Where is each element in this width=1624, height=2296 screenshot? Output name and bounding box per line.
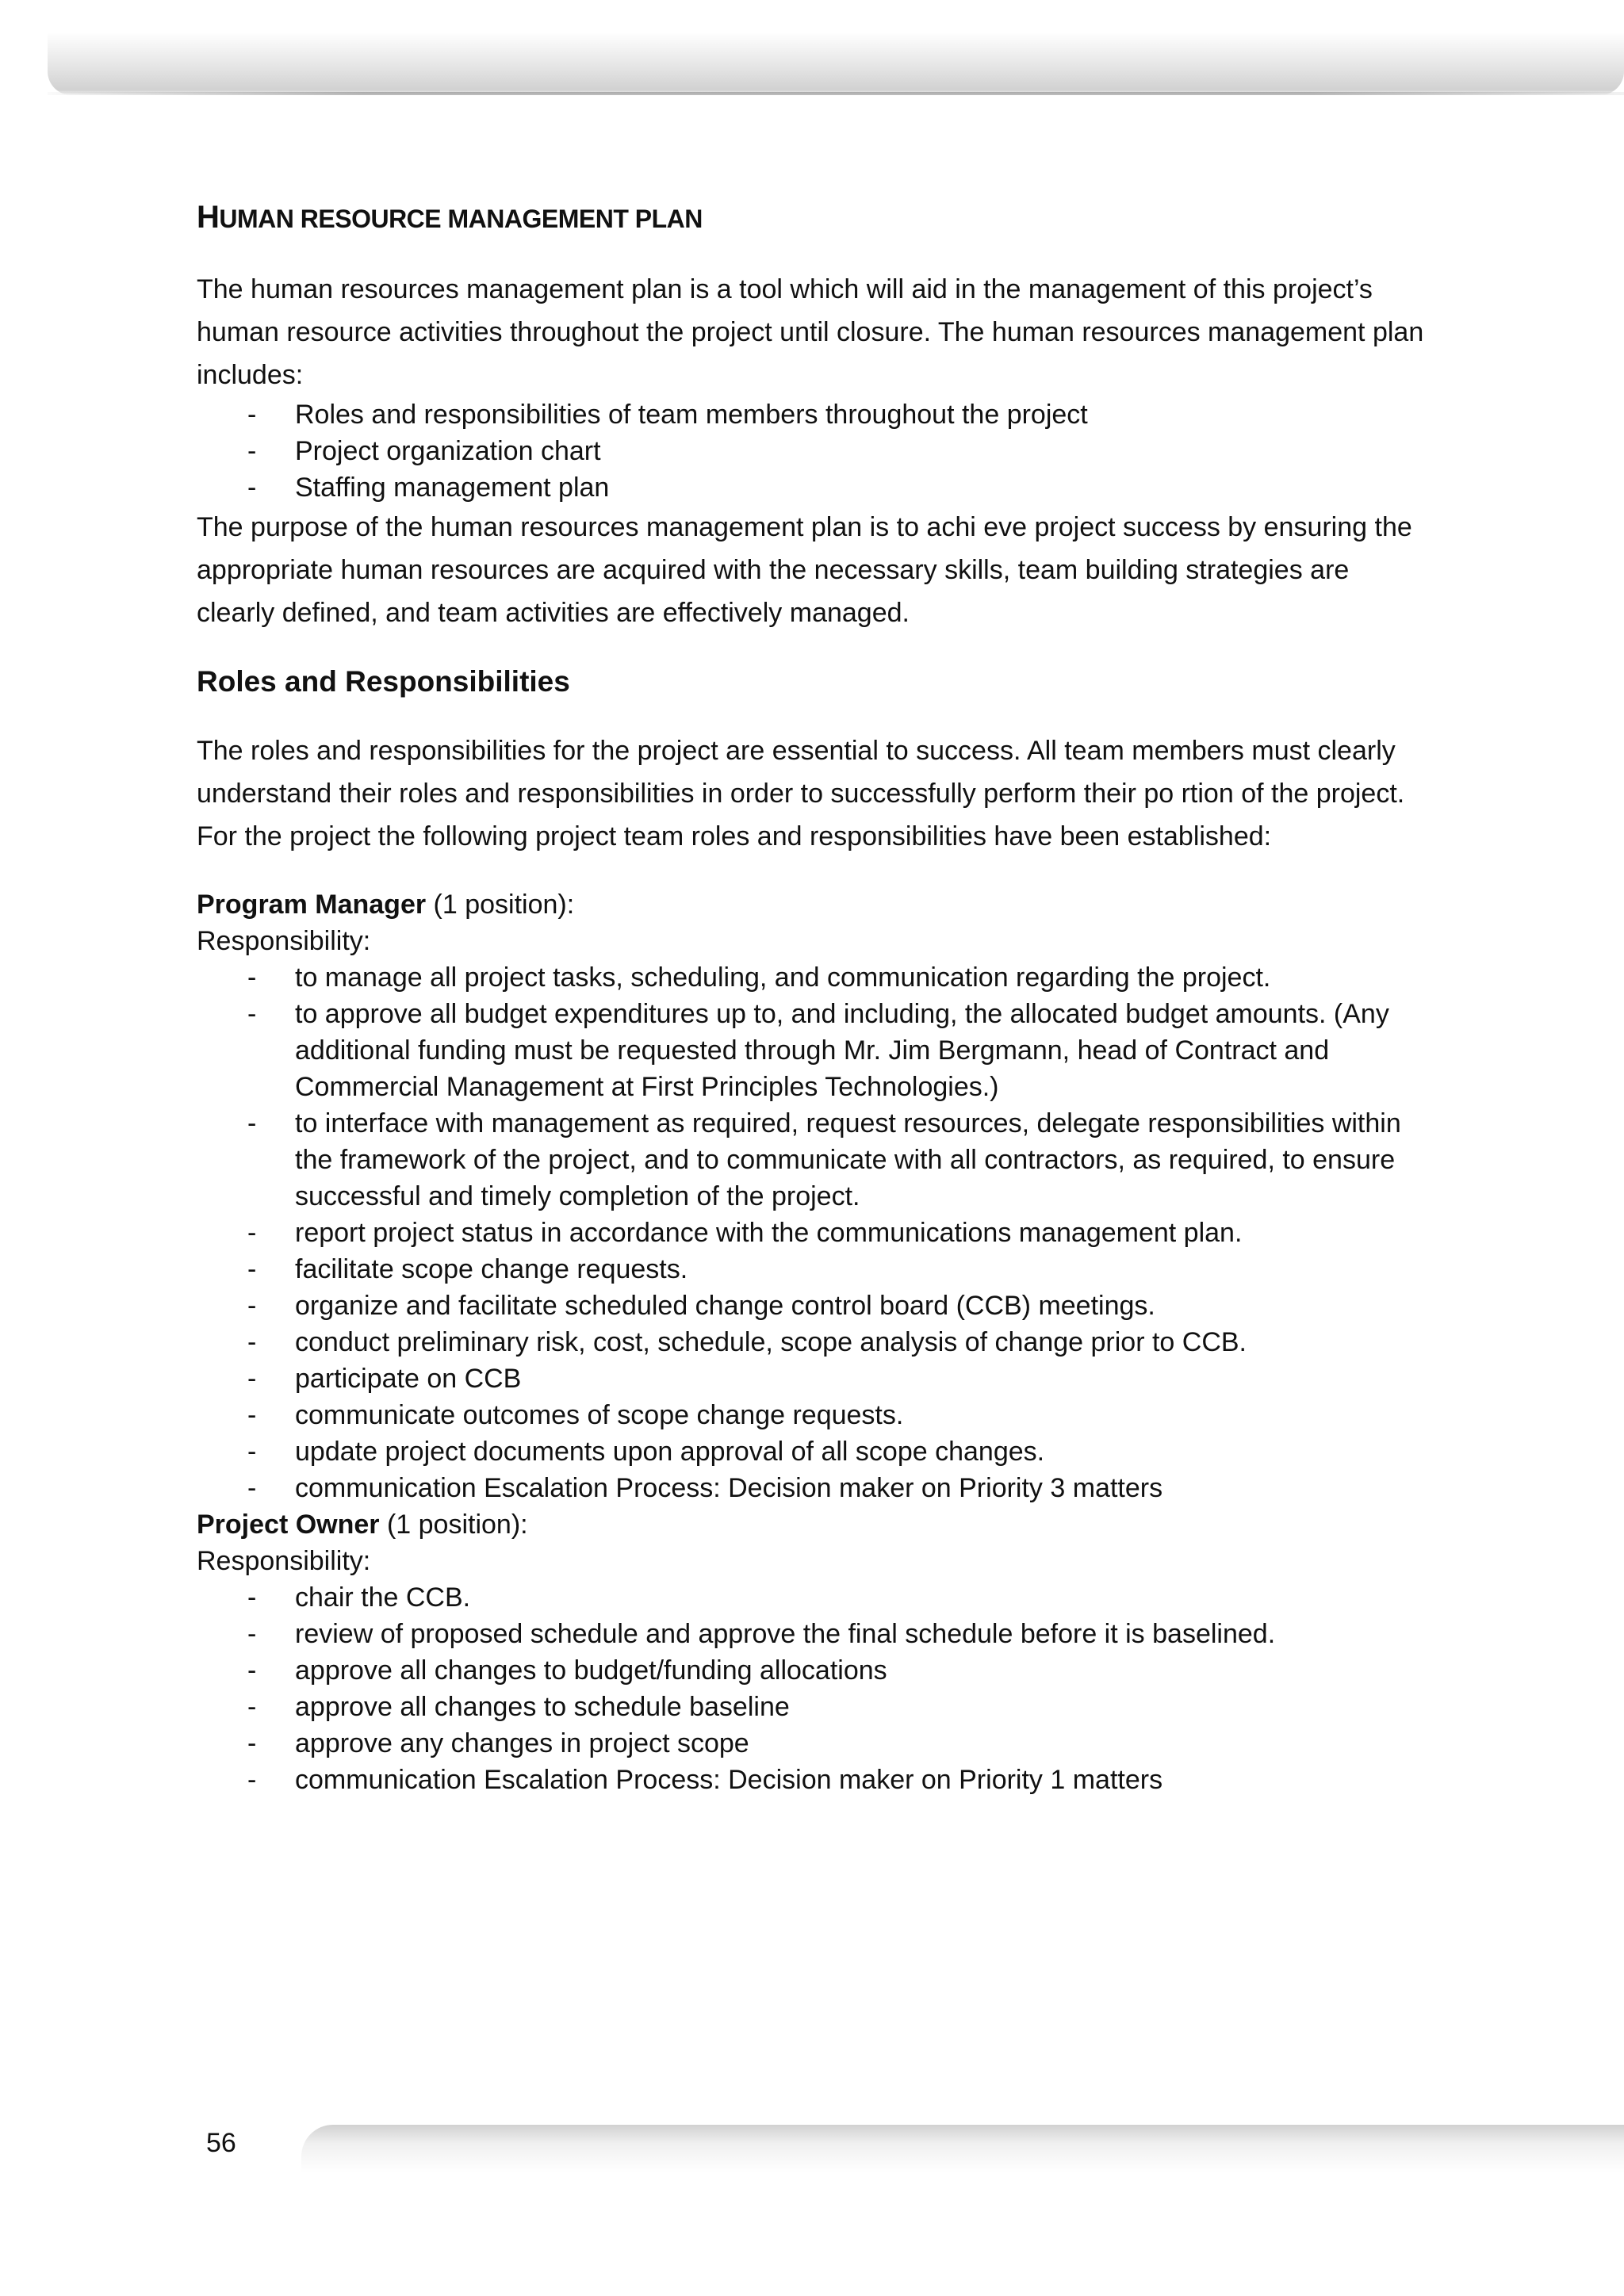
dash-bullet: - <box>247 1582 257 1613</box>
list-item <box>197 1105 1434 1215</box>
dash-bullet: - <box>247 436 257 466</box>
section-heading <box>197 198 1434 238</box>
project-owner-count: (1 position): <box>379 1510 528 1540</box>
project-owner-resp-label: Responsibility: <box>197 1546 371 1576</box>
list-item-text: communicate outcomes of scope change requests. <box>295 1400 904 1430</box>
list-item <box>197 1215 1434 1251</box>
list-item-text: to manage all project tasks, scheduling, and communication regarding the project. <box>295 962 1271 993</box>
list-item <box>197 1616 1434 1652</box>
section-heading-cap: H <box>197 200 220 235</box>
page-number: 56 <box>206 2128 236 2158</box>
list-item <box>197 396 1434 433</box>
list-item-text: report project status in accordance with the communications management plan. <box>295 1218 1243 1248</box>
list-item-text: Roles and responsibilities of team members throughout the project <box>295 400 1088 430</box>
list-item <box>197 1470 1434 1506</box>
list-item <box>197 1433 1434 1470</box>
dash-bullet: - <box>247 473 257 503</box>
list-item <box>197 433 1434 469</box>
dash-bullet: - <box>247 1619 257 1649</box>
dash-bullet: - <box>247 1437 257 1467</box>
plan-items-list <box>197 396 1434 506</box>
list-item-text: organize and facilitate scheduled change control board (CCB) meetings. <box>295 1291 1155 1321</box>
dash-bullet: - <box>247 1655 257 1686</box>
list-item <box>197 1689 1434 1725</box>
intro-paragraph: The human resources management plan is a tool which will aid in the management of this project’s human resource activities throughout the project until closure. The human resources management plan includes: <box>197 274 1424 390</box>
program-manager-resp-label: Responsibility: <box>197 926 371 956</box>
list-item <box>197 996 1434 1105</box>
dash-bullet: - <box>247 1473 257 1503</box>
roles-heading: Roles and Responsibilities <box>197 665 570 698</box>
list-item-text: Staffing management plan <box>295 473 610 503</box>
list-item <box>197 1652 1434 1689</box>
page-bottom-shadow <box>301 2125 1624 2172</box>
dash-bullet: - <box>247 1728 257 1758</box>
dash-bullet: - <box>247 1254 257 1284</box>
list-item <box>197 959 1434 996</box>
list-item-text: to approve all budget expenditures up to, and including, the allocated budget amounts. (Any additional funding must be requested through Mr. Jim Bergmann, head of Contract and Commercial Management at First Principles Technologies.) <box>295 999 1389 1102</box>
page-top-edge <box>48 92 1624 95</box>
list-item-text: approve any changes in project scope <box>295 1728 749 1758</box>
dash-bullet: - <box>247 400 257 430</box>
list-item-text: to interface with management as required, request resources, delegate responsibilities within the framework of the project, and to communicate with all contractors, as required, to ensure successful and timely completion of the project. <box>295 1108 1401 1211</box>
list-item-text: review of proposed schedule and approve the final schedule before it is baselined. <box>295 1619 1276 1649</box>
page-top-shadow <box>48 32 1624 95</box>
list-item <box>197 1397 1434 1433</box>
dash-bullet: - <box>247 1400 257 1430</box>
document-body <box>197 198 1434 1798</box>
list-item <box>197 1579 1434 1616</box>
list-item-text: approve all changes to schedule baseline <box>295 1692 790 1722</box>
program-manager-title <box>197 886 1434 923</box>
section-heading-rest: UMAN RESOURCE MANAGEMENT PLAN <box>219 205 703 233</box>
list-item-text: update project documents upon approval of all scope changes. <box>295 1437 1045 1467</box>
list-item <box>197 469 1434 506</box>
program-manager-name: Program Manager <box>197 890 427 920</box>
dash-bullet: - <box>247 1692 257 1722</box>
list-item-text: approve all changes to budget/funding allocations <box>295 1655 887 1686</box>
list-item <box>197 1762 1434 1798</box>
list-item-text: communication Escalation Process: Decision maker on Priority 3 matters <box>295 1473 1163 1503</box>
project-owner-list <box>197 1579 1434 1798</box>
dash-bullet: - <box>247 1327 257 1357</box>
dash-bullet: - <box>247 999 257 1029</box>
program-manager-count: (1 position): <box>426 890 575 920</box>
list-item <box>197 1360 1434 1397</box>
dash-bullet: - <box>247 1364 257 1394</box>
list-item-text: facilitate scope change requests. <box>295 1254 688 1284</box>
list-item-text: chair the CCB. <box>295 1582 471 1613</box>
dash-bullet: - <box>247 1108 257 1138</box>
list-item <box>197 1725 1434 1762</box>
purpose-paragraph: The purpose of the human resources management plan is to achi eve project success by ensuring the appropriate human resources are acquired with the necessary skills, team building strategies are clearly defined, and team activities are effectively managed. <box>197 512 1412 628</box>
list-item <box>197 1251 1434 1288</box>
project-owner-name: Project Owner <box>197 1510 380 1540</box>
dash-bullet: - <box>247 1291 257 1321</box>
roles-intro-paragraph: The roles and responsibilities for the project are essential to success. All team members must clearly understand their roles and responsibilities in order to successfully perform their po rtion of the project. For the project the following project team roles and responsibilities have been established: <box>197 736 1405 851</box>
list-item <box>197 1288 1434 1324</box>
dash-bullet: - <box>247 1765 257 1795</box>
list-item-text: communication Escalation Process: Decision maker on Priority 1 matters <box>295 1765 1163 1795</box>
program-manager-list <box>197 959 1434 1506</box>
dash-bullet: - <box>247 962 257 993</box>
list-item-text: Project organization chart <box>295 436 601 466</box>
list-item <box>197 1324 1434 1360</box>
list-item-text: participate on CCB <box>295 1364 522 1394</box>
project-owner-title <box>197 1506 1434 1543</box>
dash-bullet: - <box>247 1218 257 1248</box>
list-item-text: conduct preliminary risk, cost, schedule, scope analysis of change prior to CCB. <box>295 1327 1247 1357</box>
